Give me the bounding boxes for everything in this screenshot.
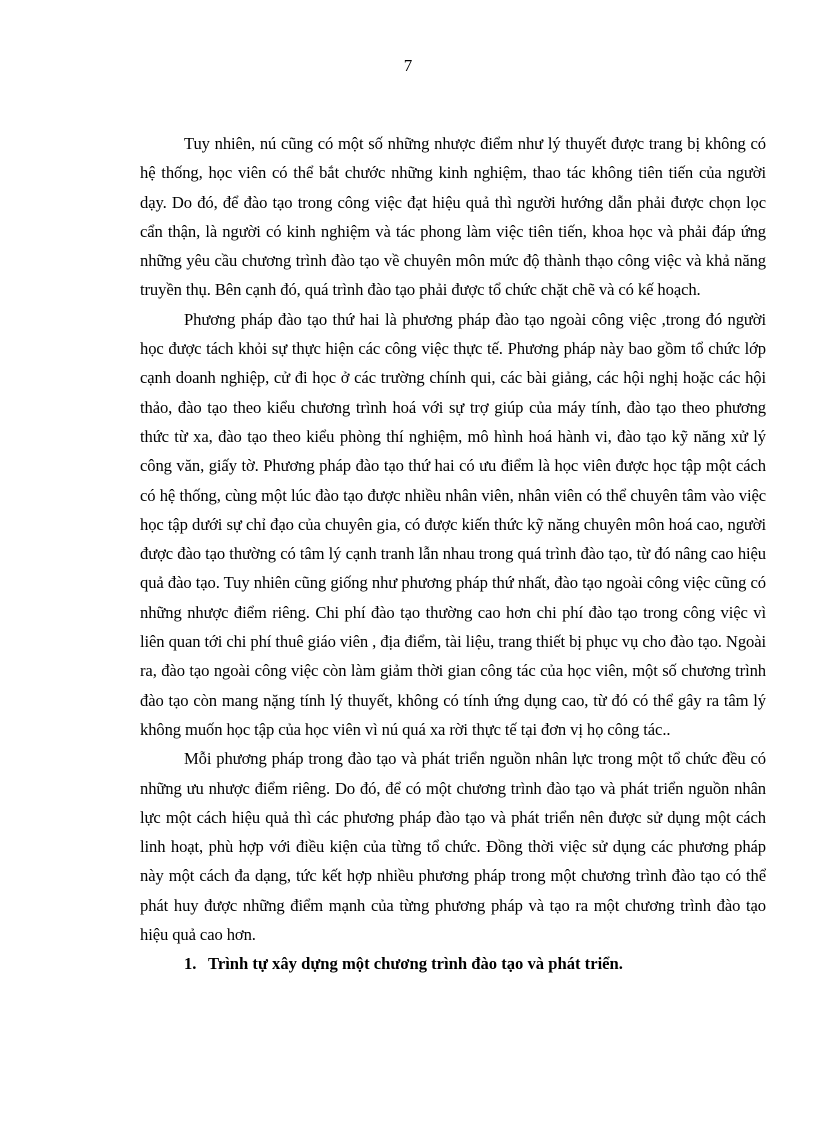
paragraph-on-the-job-drawbacks: Tuy nhiên, nú cũng có một số những nhược điểm như lý thuyết được trang bị không có hệ thống, học viên có thể bắt chước những kinh nghiệm, thao tác không tiên tiến của người dạy. Do đó, để đào tạo trong công việc đạt hiệu quả thì người hướng dẫn phải được chọn lọc cẩn thận, là người có kinh nghiệm và tác phong làm việc tiên tiến, khoa học và phải đáp ứng những yêu cầu chương trình đào tạo về chuyên môn mức độ thành thạo công việc và khả năng truyền thụ. Bên cạnh đó, quá trình đào tạo phải được tổ chức chặt chẽ và có kế hoạch.	[140, 134, 766, 300]
paragraph-off-the-job-method: Phương pháp đào tạo thứ hai là phương pháp đào tạo ngoài công việc ,trong đó người học được tách khỏi sự thực hiện các công việc thực tế. Phương pháp này bao gồm tổ chức lớp cạnh doanh nghiệp, cử đi học ở các trường chính qui, các bài giảng, các hội nghị hoặc các hội thảo, đào tạo theo kiểu chương trình hoá với sự trợ giúp của máy tính, đào tạo theo phương thức từ xa, đào tạo theo kiểu phòng thí nghiệm, mô hình hoá hành vi, đào tạo kỹ năng xử lý công văn, giấy tờ. Phương pháp đào tạo thứ hai có ưu điểm là học viên được học tập một cách có hệ thống, cùng một lúc đào tạo được nhiều nhân viên, nhân viên có thể chuyên tâm vào việc học tập dưới sự chỉ đạo của chuyên gia, có được kiến thức kỹ năng chuyên môn hoá cao, người được đào tạo thường có tâm lý cạnh tranh lẫn nhau trong quá trình đào tạo, từ đó nâng cao hiệu quả đào tạo. Tuy nhiên cũng giống như phương pháp thứ nhất, đào tạo ngoài công việc cũng có những nhược điểm riêng. Chi phí đào tạo thường cao hơn chi phí đào tạo trong công việc vì liên quan tới chi phí thuê giáo viên , địa điểm, tài liệu, trang thiết bị phục vụ cho đào tạo. Ngoài ra, đào tạo ngoài công việc còn làm giảm thời gian công tác của học viên, một số chương trình đào tạo còn mang nặng tính lý thuyết, không có tính ứng dụng cao, từ đó có thể gây ra tâm lý không muốn học tập của học viên vì nú quá xa rời thực tế tại đơn vị họ công tác..	[140, 309, 766, 739]
paragraph-combining-methods: Mỗi phương pháp trong đào tạo và phát triển nguồn nhân lực trong một tổ chức đều có những ưu nhược điểm riêng. Do đó, để có một chương trình đào tạo và phát triển nguồn nhân lực một cách hiệu quả thì các phương pháp đào tạo và phát triển nên được sử dụng một cách linh hoạt, phù hợp với điều kiện của từng tổ chức. Đồng thời việc sử dụng các phương pháp này một cách đa dạng, tức kết hợp nhiều phương pháp trong một chương trình đào tạo có thể phát huy được những điểm mạnh của từng phương pháp và tạo ra một chương trình đào tạo hiệu quả cao hơn.	[140, 749, 766, 945]
document-body	[140, 129, 766, 979]
page-number: 7	[403, 56, 413, 75]
section-heading-text: Trình tự xây dựng một chương trình đào tạo và phát triển.	[208, 954, 623, 974]
section-heading-number: 1.	[184, 954, 197, 974]
section-heading	[140, 949, 766, 978]
